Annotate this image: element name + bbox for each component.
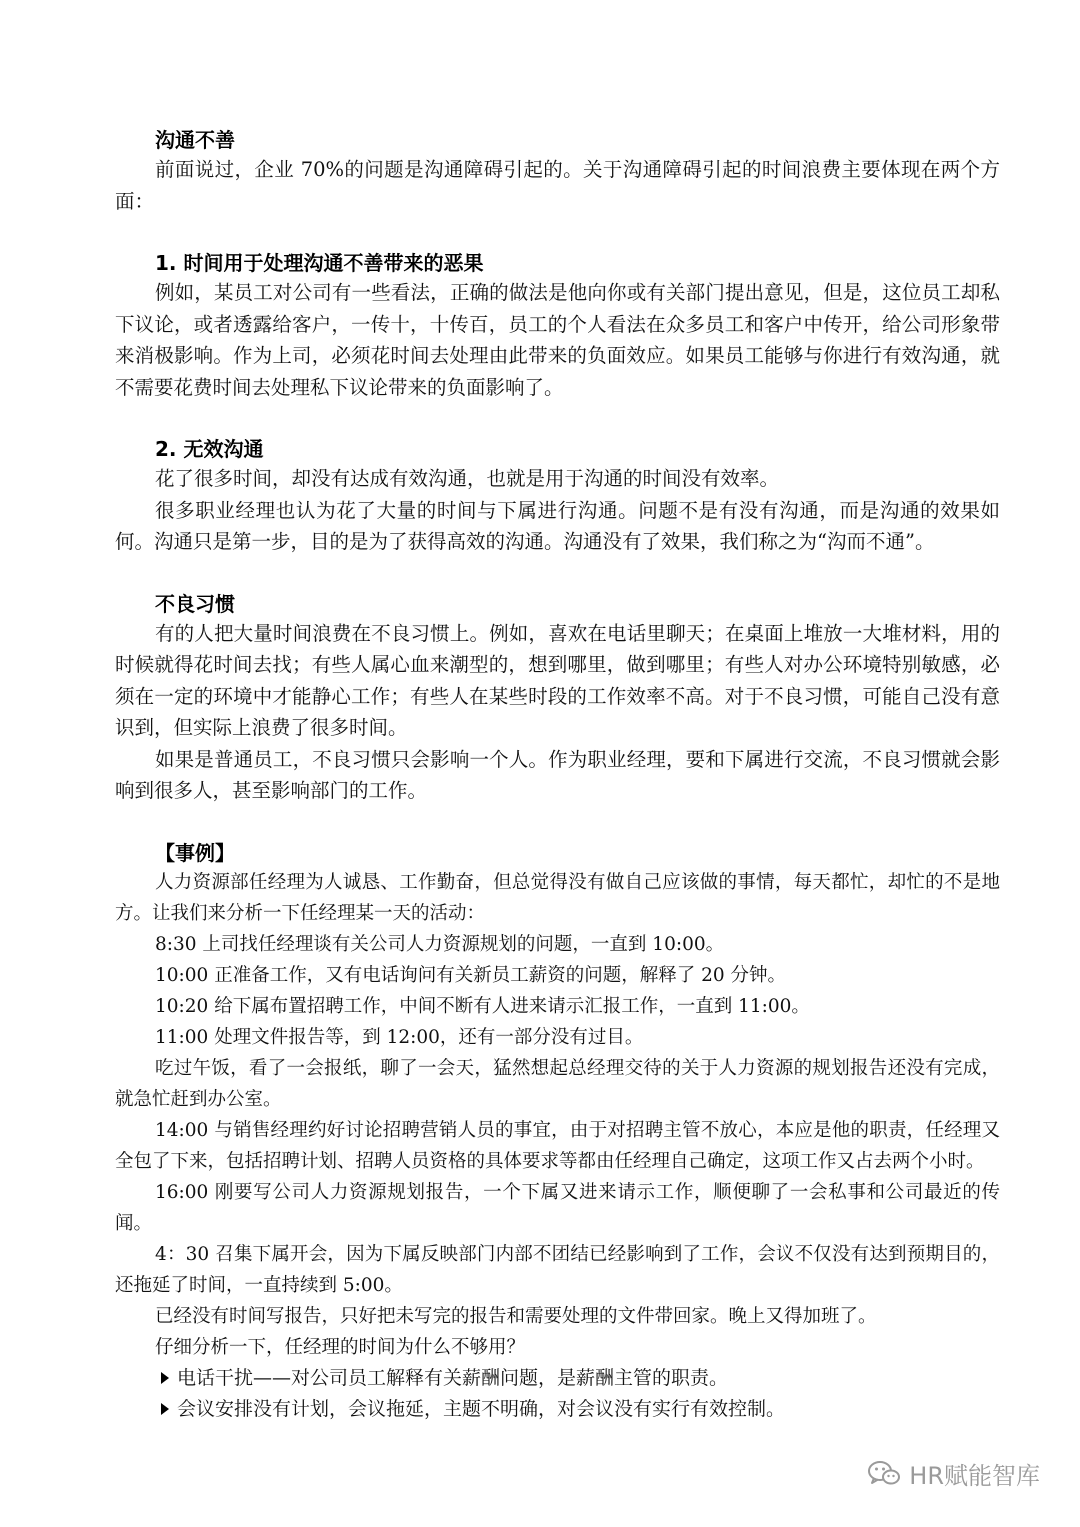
case-study	[115, 839, 1000, 1425]
paragraph-habits-1: 有的人把大量时间浪费在不良习惯上。例如，喜欢在电话里聊天；在桌面上堆放一大堆材料，用的时候就得花时间去找；有些人属心血来潮型的，想到哪里，做到哪里；有些人对办公环境特别敏感，必须在一定的环境中才能静心工作；有些人在某些时段的工作效率不高。对于不良习惯，可能自己没有意识到，但实际上浪费了很多时间。	[115, 621, 1000, 739]
bullet-text: 会议安排没有计划，会议拖延，主题不明确，对会议没有实行有效控制。	[177, 1397, 786, 1420]
bullet-item	[115, 1394, 1000, 1425]
timeline-entry: 8:30 上司找任经理谈有关公司人力资源规划的问题，一直到 10:00。	[155, 933, 725, 955]
triangle-bullet-icon	[161, 1372, 169, 1384]
section-heading-bad-habits: 不良习惯	[155, 591, 235, 616]
subheading-ineffective-communication: 2. 无效沟通	[155, 437, 264, 461]
subheading-bad-outcomes: 1. 时间用于处理沟通不善带来的恶果	[155, 251, 484, 275]
paragraph-communication-intro: 前面说过，企业 70%的问题是沟通障碍引起的。关于沟通障碍引起的时间浪费主要体现在两个方面：	[115, 158, 1000, 213]
paragraph-ineffective-2: 很多职业经理也认为花了大量的时间与下属进行沟通。问题不是有没有沟通，而是沟通的效果如何。沟通只是第一步，目的是为了获得高效的沟通。沟通没有了效果，我们称之为“沟而不通”。	[115, 498, 1000, 553]
timeline-entry: 10:20 给下属布置招聘工作，中间不断有人进来请示汇报工作，一直到 11:00。	[155, 995, 810, 1017]
watermark-text: HR赋能智库	[909, 1462, 1040, 1490]
timeline-entry: 11:00 处理文件报告等，到 12:00，还有一部分没有过目。	[155, 1026, 644, 1048]
section-heading-communication: 沟通不善	[155, 128, 235, 152]
case-question: 仔细分析一下，任经理的时间为什么不够用？	[155, 1336, 526, 1358]
document-page	[115, 126, 1000, 1425]
timeline-entry: 吃过午饭，看了一会报纸，聊了一会天，猛然想起总经理交待的关于人力资源的规划报告还没有完成，就急忙赶到办公室。	[115, 1057, 1000, 1110]
wechat-icon	[867, 1460, 901, 1488]
paragraph-ineffective-1: 花了很多时间，却没有达成有效沟通，也就是用于沟通的时间没有效率。	[155, 467, 780, 490]
case-heading: 【事例】	[155, 840, 235, 865]
timeline-entry: 已经没有时间写报告，只好把未写完的报告和需要处理的文件带回家。晚上又得加班了。	[155, 1305, 877, 1327]
timeline-entry: 4：30 召集下属开会，因为下属反映部门内部不团结已经影响到了工作，会议不仅没有达到预期目的，还拖延了时间，一直持续到 5:00。	[115, 1243, 1000, 1296]
paragraph-habits-2: 如果是普通员工，不良习惯只会影响一个人。作为职业经理，要和下属进行交流，不良习惯就会影响到很多人，甚至影响部门的工作。	[115, 747, 1000, 802]
timeline-entry: 16:00 刚要写公司人力资源规划报告，一个下属又进来请示工作，顺便聊了一会私事和公司最近的传闻。	[115, 1181, 1000, 1234]
watermark	[867, 1456, 1040, 1491]
bullet-text: 电话干扰——对公司员工解释有关薪酬问题，是薪酬主管的职责。	[177, 1366, 729, 1389]
timeline-entry: 10:00 正准备工作，又有电话询问有关新员工薪资的问题，解释了 20 分钟。	[155, 964, 786, 986]
case-intro: 人力资源部任经理为人诚恳、工作勤奋，但总觉得没有做自己应该做的事情，每天都忙，却忙的不是地方。让我们来分析一下任经理某一天的活动：	[115, 871, 1000, 924]
paragraph-bad-outcomes: 例如，某员工对公司有一些看法，正确的做法是他向你或有关部门提出意见，但是，这位员工却私下议论，或者透露给客户，一传十，十传百，员工的个人看法在众多员工和客户中传开，给公司形象带来消极影响。作为上司，必须花时间去处理由此带来的负面效应。如果员工能够与你进行有效沟通，就不需要花费时间去处理私下议论带来的负面影响了。	[115, 281, 1000, 399]
timeline-entry: 14:00 与销售经理约好讨论招聘营销人员的事宜，由于对招聘主管不放心，本应是他的职责，任经理又全包了下来，包括招聘计划、招聘人员资格的具体要求等都由任经理自己确定，这项工作又占去两个小时。	[115, 1119, 1000, 1172]
triangle-bullet-icon	[161, 1403, 169, 1415]
bullet-item	[115, 1363, 1000, 1394]
